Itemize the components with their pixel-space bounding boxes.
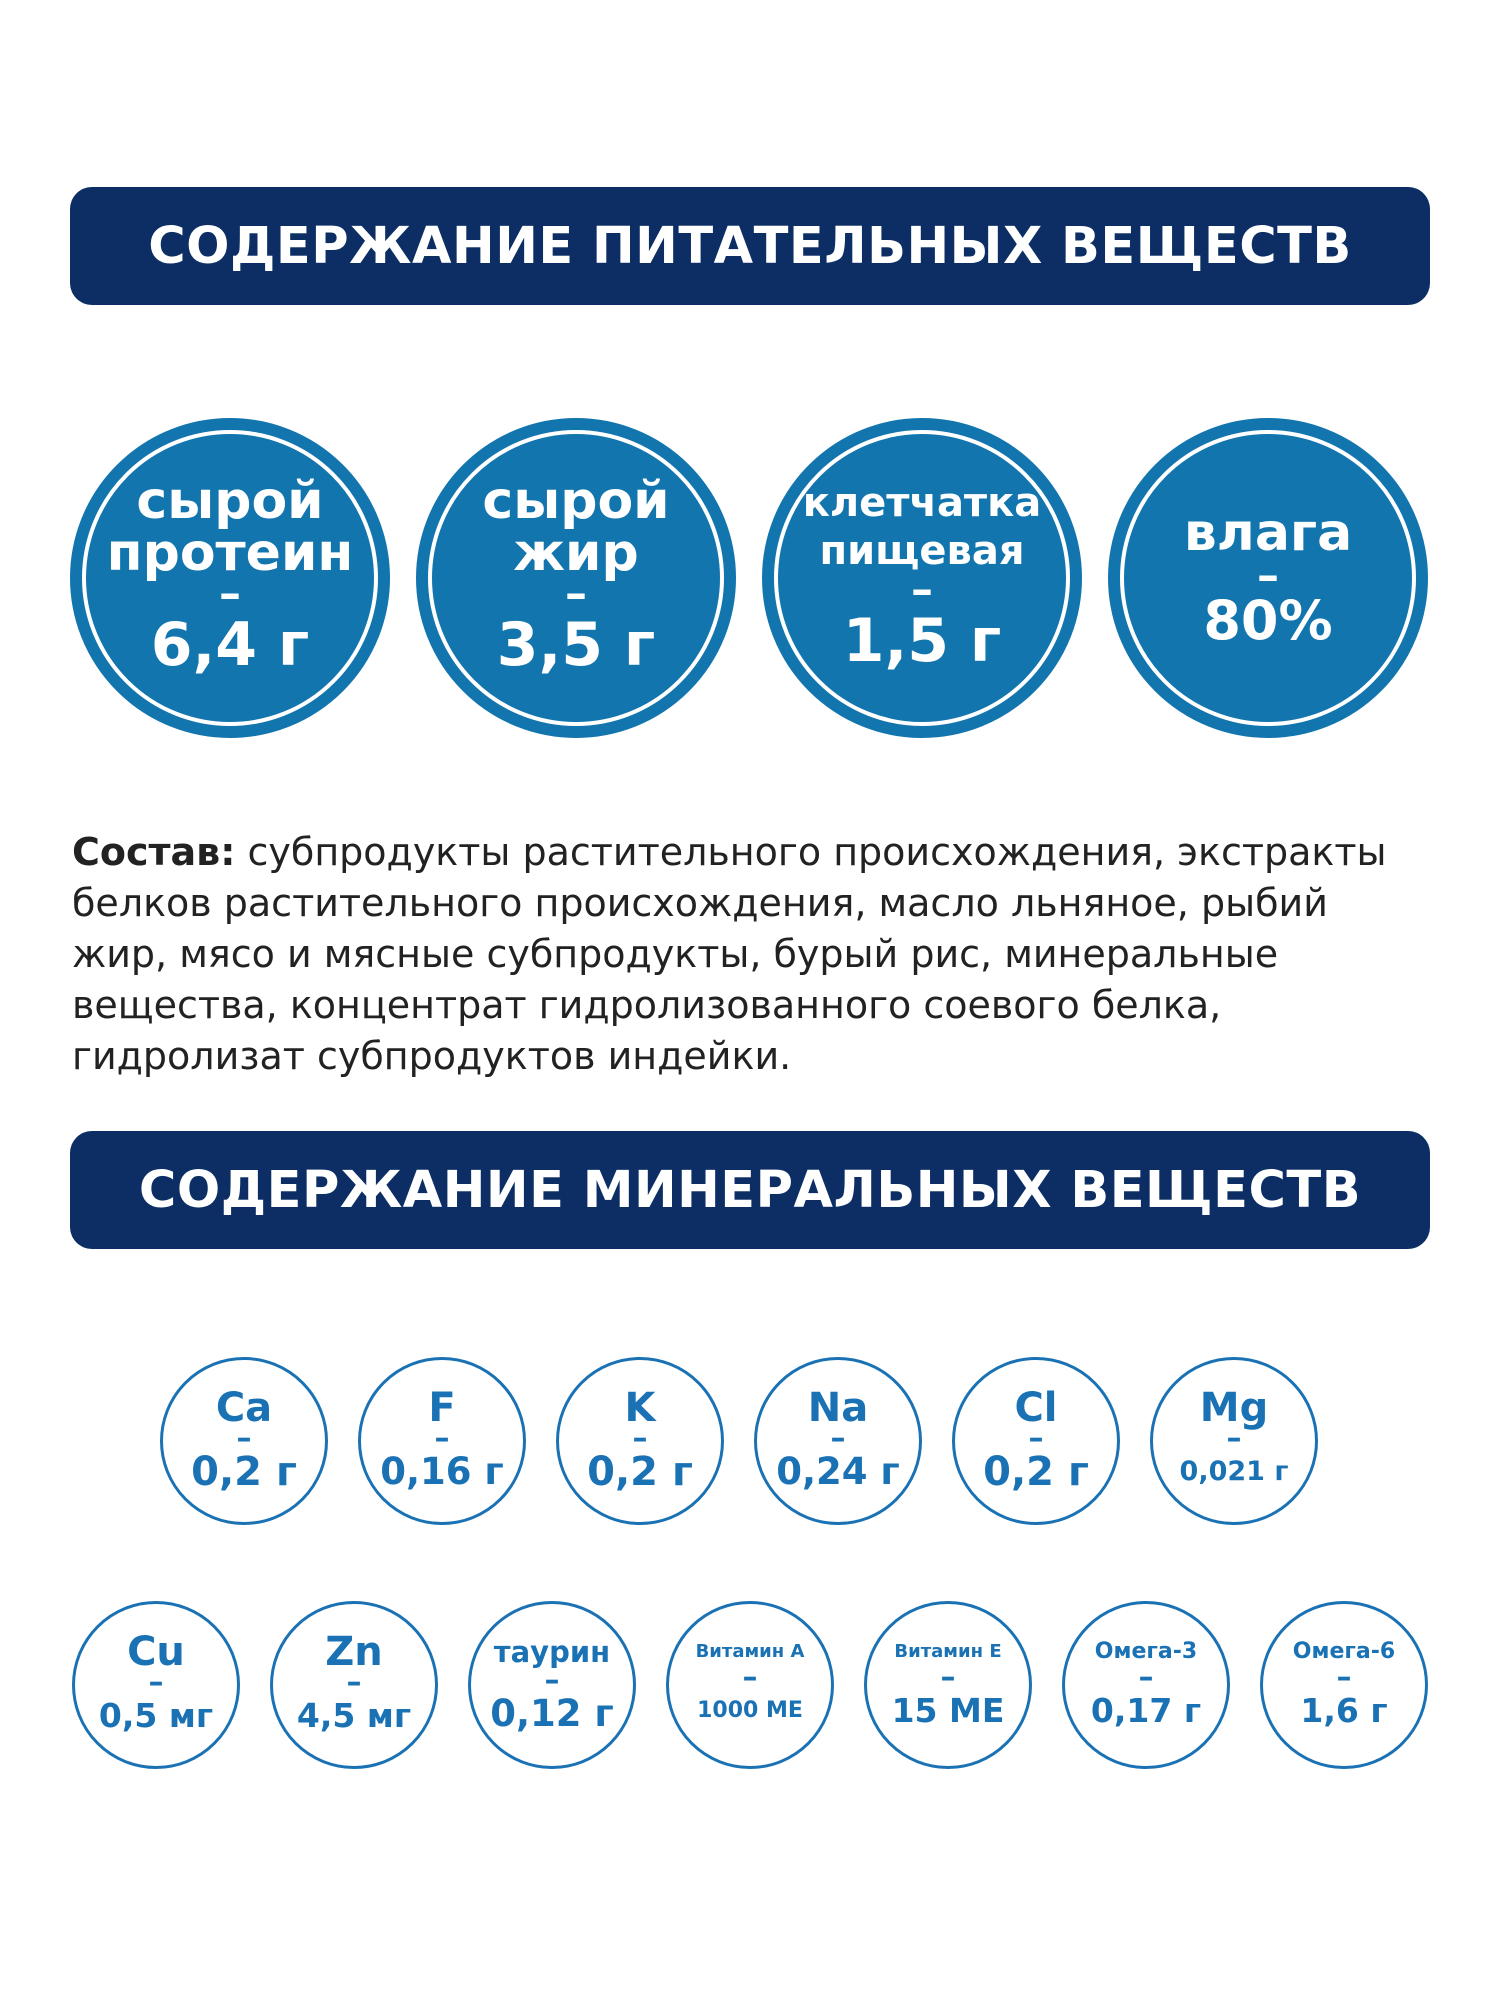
dash-separator: – <box>148 1665 164 1700</box>
nutrients-banner-title: СОДЕРЖАНИЕ ПИТАТЕЛЬНЫХ ВЕЩЕСТВ <box>148 216 1352 276</box>
nutrient-value: 80% <box>1203 589 1333 652</box>
mineral-circle-taurine <box>468 1601 636 1769</box>
mineral-circle-omega-6 <box>1260 1601 1428 1769</box>
nutrients-banner <box>70 187 1430 305</box>
mineral-name: Омега-6 <box>1292 1639 1396 1664</box>
nutrient-label: влага <box>1183 503 1353 563</box>
mineral-value: 0,021 г <box>1179 1456 1289 1487</box>
nutrient-label: сырой <box>136 471 324 531</box>
nutrient-value: 3,5 г <box>496 610 656 680</box>
mineral-circle-cu <box>72 1601 240 1769</box>
nutrient-circle-moisture <box>1108 418 1428 738</box>
composition-text <box>72 827 1432 1082</box>
nutrient-circle-fat <box>416 418 736 738</box>
minerals-banner <box>70 1131 1430 1249</box>
mineral-circle-ca <box>160 1357 328 1525</box>
mineral-value: 0,24 г <box>776 1450 900 1493</box>
mineral-name: Омега-3 <box>1094 1639 1198 1664</box>
composition-body: субпродукты растительного происхождения, экстракты белков растительного происхождения, масло льняное, рыбий жир, мясо и мясные субпродукты, бурый рис, минеральные вещества, концентрат гидролизованного соевого белка, гидролизат субпродуктов индейки. <box>72 830 1387 1078</box>
mineral-name: Ca <box>215 1385 273 1431</box>
dash-separator: – <box>940 1660 956 1695</box>
mineral-value: 0,17 г <box>1090 1691 1202 1730</box>
nutrient-label: жир <box>513 523 639 583</box>
nutrient-label: протеин <box>106 523 354 583</box>
mineral-name: K <box>624 1385 656 1431</box>
dash-separator: – <box>911 564 933 615</box>
mineral-value: 0,2 г <box>191 1449 297 1495</box>
mineral-circle-k <box>556 1357 724 1525</box>
mineral-value: 1,6 г <box>1300 1691 1388 1730</box>
dash-separator: – <box>632 1421 648 1456</box>
nutrient-value: 1,5 г <box>842 606 1002 676</box>
dash-separator: – <box>1336 1660 1352 1695</box>
minerals-banner-title: СОДЕРЖАНИЕ МИНЕРАЛЬНЫХ ВЕЩЕСТВ <box>138 1160 1362 1220</box>
dash-separator: – <box>565 568 587 619</box>
mineral-value: 0,5 мг <box>98 1696 214 1735</box>
dash-separator: – <box>434 1421 450 1456</box>
mineral-value: 0,2 г <box>983 1449 1089 1495</box>
nutrient-circle-protein <box>70 418 390 738</box>
mineral-name: Cl <box>1014 1385 1058 1431</box>
mineral-name: Mg <box>1199 1385 1269 1431</box>
dash-separator: – <box>236 1421 252 1456</box>
dash-separator: – <box>544 1663 560 1698</box>
mineral-value: 15 МЕ <box>891 1691 1005 1730</box>
mineral-value: 0,12 г <box>490 1692 614 1735</box>
dash-separator: – <box>742 1660 758 1695</box>
mineral-name: Cu <box>127 1629 185 1675</box>
mineral-value: 0,2 г <box>587 1449 693 1495</box>
nutrient-label: сырой <box>482 471 670 531</box>
mineral-name: Витамин Е <box>894 1641 1002 1662</box>
mineral-name: Na <box>807 1385 869 1431</box>
mineral-circle-cl <box>952 1357 1120 1525</box>
dash-separator: – <box>219 568 241 619</box>
nutrient-label: клетчатка <box>802 480 1042 526</box>
nutrient-value: 6,4 г <box>150 610 310 680</box>
dash-separator: – <box>830 1421 846 1456</box>
mineral-circle-vitamin-e <box>864 1601 1032 1769</box>
mineral-circle-f <box>358 1357 526 1525</box>
dash-separator: – <box>346 1665 362 1700</box>
dash-separator: – <box>1226 1421 1242 1456</box>
dash-separator: – <box>1138 1660 1154 1695</box>
mineral-name: Zn <box>325 1629 383 1675</box>
mineral-value: 4,5 мг <box>296 1696 412 1735</box>
mineral-circle-vitamin-a <box>666 1601 834 1769</box>
mineral-value: 0,16 г <box>380 1450 504 1493</box>
mineral-name: F <box>428 1385 456 1431</box>
composition-label: Состав: <box>72 830 236 874</box>
dash-separator: – <box>1257 550 1279 601</box>
mineral-name: таурин <box>493 1635 611 1669</box>
nutrient-label: пищевая <box>819 528 1025 574</box>
nutrient-circle-fiber <box>762 418 1082 738</box>
mineral-circle-omega-3 <box>1062 1601 1230 1769</box>
dash-separator: – <box>1028 1421 1044 1456</box>
mineral-circle-zn <box>270 1601 438 1769</box>
mineral-circle-mg <box>1150 1357 1318 1525</box>
mineral-name: Витамин А <box>695 1641 805 1662</box>
mineral-circle-na <box>754 1357 922 1525</box>
mineral-value: 1000 МЕ <box>697 1698 803 1723</box>
